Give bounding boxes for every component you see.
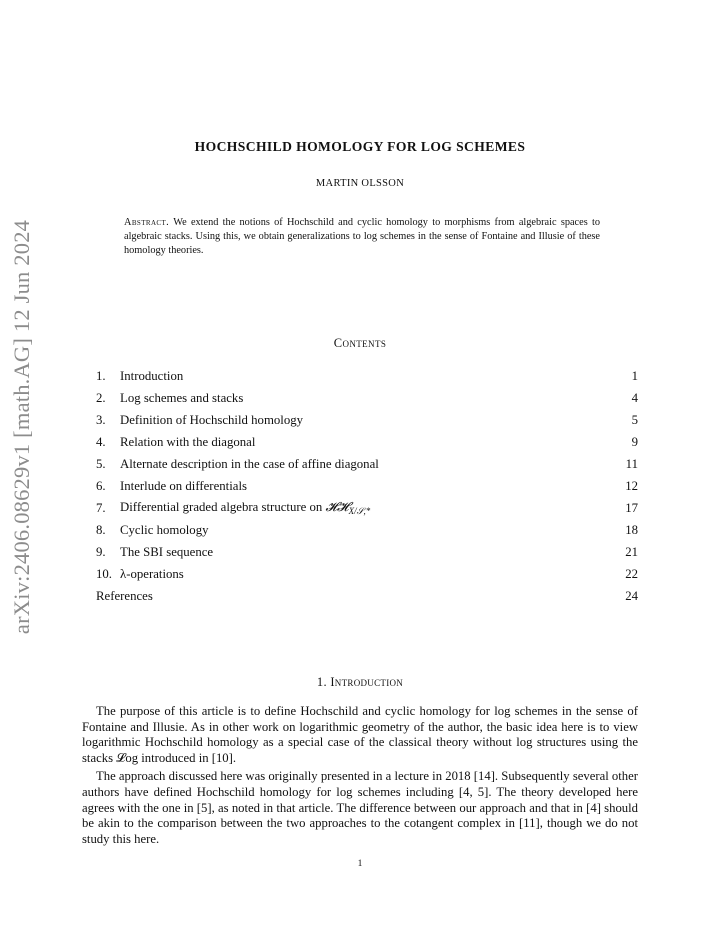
toc-entry-math: 𝓗𝓗 bbox=[325, 500, 349, 515]
section-heading bbox=[0, 675, 720, 690]
toc-entry[interactable] bbox=[96, 365, 638, 387]
toc-entry[interactable] bbox=[96, 431, 638, 453]
toc-entry-number: 10. bbox=[96, 567, 112, 582]
toc-entry-number: 8. bbox=[96, 523, 106, 538]
toc-entry-number: 5. bbox=[96, 456, 106, 471]
toc-entry[interactable] bbox=[96, 475, 638, 497]
toc-entry-page: 24 bbox=[625, 589, 638, 604]
section-title: Introduction bbox=[330, 675, 404, 689]
toc-entry-page: 11 bbox=[625, 456, 638, 471]
arxiv-identifier-stamp bbox=[2, 208, 42, 646]
abstract-text: We extend the notions of Hochschild and cyclic homology to morphisms from algebraic spaces to algebraic stacks. Using this, we obtain generalizations to log schemes in the sense of Fontaine and Illusie of these homology theories. bbox=[124, 217, 600, 256]
page-number: 1 bbox=[357, 859, 363, 869]
toc-entry-page: 4 bbox=[631, 390, 638, 405]
toc-entry-title: Cyclic homology bbox=[120, 523, 209, 538]
section-number: 1. bbox=[316, 675, 327, 689]
toc-entry-number: 2. bbox=[96, 390, 106, 405]
toc-entry[interactable] bbox=[96, 542, 638, 564]
toc-entry-title-text: Differential graded algebra structure on bbox=[120, 500, 326, 515]
toc-entry-title: Alternate description in the case of affine diagonal bbox=[120, 456, 379, 471]
toc-entry-number: 7. bbox=[96, 501, 106, 516]
toc-entry-title: Relation with the diagonal bbox=[120, 434, 256, 449]
toc-entry-page: 5 bbox=[631, 412, 638, 427]
toc-entry-title: Definition of Hochschild homology bbox=[120, 412, 304, 427]
toc-entry-title: Interlude on differentials bbox=[120, 479, 247, 494]
toc-entry[interactable] bbox=[96, 387, 638, 409]
section-body bbox=[82, 704, 638, 850]
paper-title: HOCHSCHILD HOMOLOGY FOR LOG SCHEMES bbox=[194, 139, 526, 154]
abstract-label: Abstract. bbox=[124, 217, 170, 228]
toc-entry-page: 22 bbox=[625, 567, 638, 582]
toc-entry-math-subscript: X/𝒮,* bbox=[348, 506, 371, 517]
toc-entry-page: 18 bbox=[625, 523, 638, 538]
toc-entry[interactable] bbox=[96, 564, 638, 586]
toc-entry-page: 21 bbox=[625, 545, 638, 560]
paragraph: The purpose of this article is to define Hochschild and cyclic homology for log schemes in the sense of Fontaine and Illusie. As in other work on logarithmic geometry of the author, the basic idea here is to view logarithmic Hochschild homology as a special case of the classical theory without log structures using the stacks 𝓛og introduced in [10]. bbox=[82, 704, 638, 766]
toc-entry-page: 9 bbox=[631, 434, 638, 449]
toc-entry-number: 6. bbox=[96, 479, 106, 494]
toc-entry[interactable] bbox=[96, 520, 638, 542]
toc-entry[interactable] bbox=[96, 586, 638, 608]
toc-entry-page: 12 bbox=[625, 479, 638, 494]
toc-entry-number: 9. bbox=[96, 545, 106, 560]
toc-entry-number: 4. bbox=[96, 434, 106, 449]
toc-entry-page: 1 bbox=[631, 368, 638, 383]
toc-entry-title: Log schemes and stacks bbox=[120, 390, 244, 405]
toc-entry[interactable] bbox=[96, 409, 638, 431]
toc-entry-title: References bbox=[96, 589, 153, 604]
abstract bbox=[124, 216, 600, 258]
toc-entry-page: 17 bbox=[625, 501, 638, 516]
paragraph: The approach discussed here was originally presented in a lecture in 2018 [14]. Subsequently several other authors have defined Hochschild homology for log schemes including [4, 5]. The theory developed here agrees with the one in [5], as noted in that article. The difference between our approach and that in [4] should be akin to the comparison between the two approaches to the cotangent complex in [11], though we do not study this here. bbox=[82, 769, 638, 847]
toc-entry[interactable] bbox=[96, 453, 638, 475]
arxiv-identifier-text: arXiv:2406.08629v1 [math.AG] 12 Jun 2024 bbox=[9, 219, 34, 635]
paper-author: MARTIN OLSSON bbox=[315, 178, 405, 189]
table-of-contents bbox=[96, 365, 638, 608]
toc-entry-number: 1. bbox=[96, 368, 106, 383]
toc-entry-title: Introduction bbox=[120, 368, 184, 383]
toc-entry[interactable] bbox=[96, 498, 638, 520]
toc-entry-title: The SBI sequence bbox=[120, 545, 214, 560]
toc-entry-title bbox=[120, 500, 608, 517]
toc-entry-title: λ-operations bbox=[120, 567, 184, 582]
contents-heading: Contents bbox=[333, 336, 387, 350]
toc-entry-number: 3. bbox=[96, 412, 106, 427]
